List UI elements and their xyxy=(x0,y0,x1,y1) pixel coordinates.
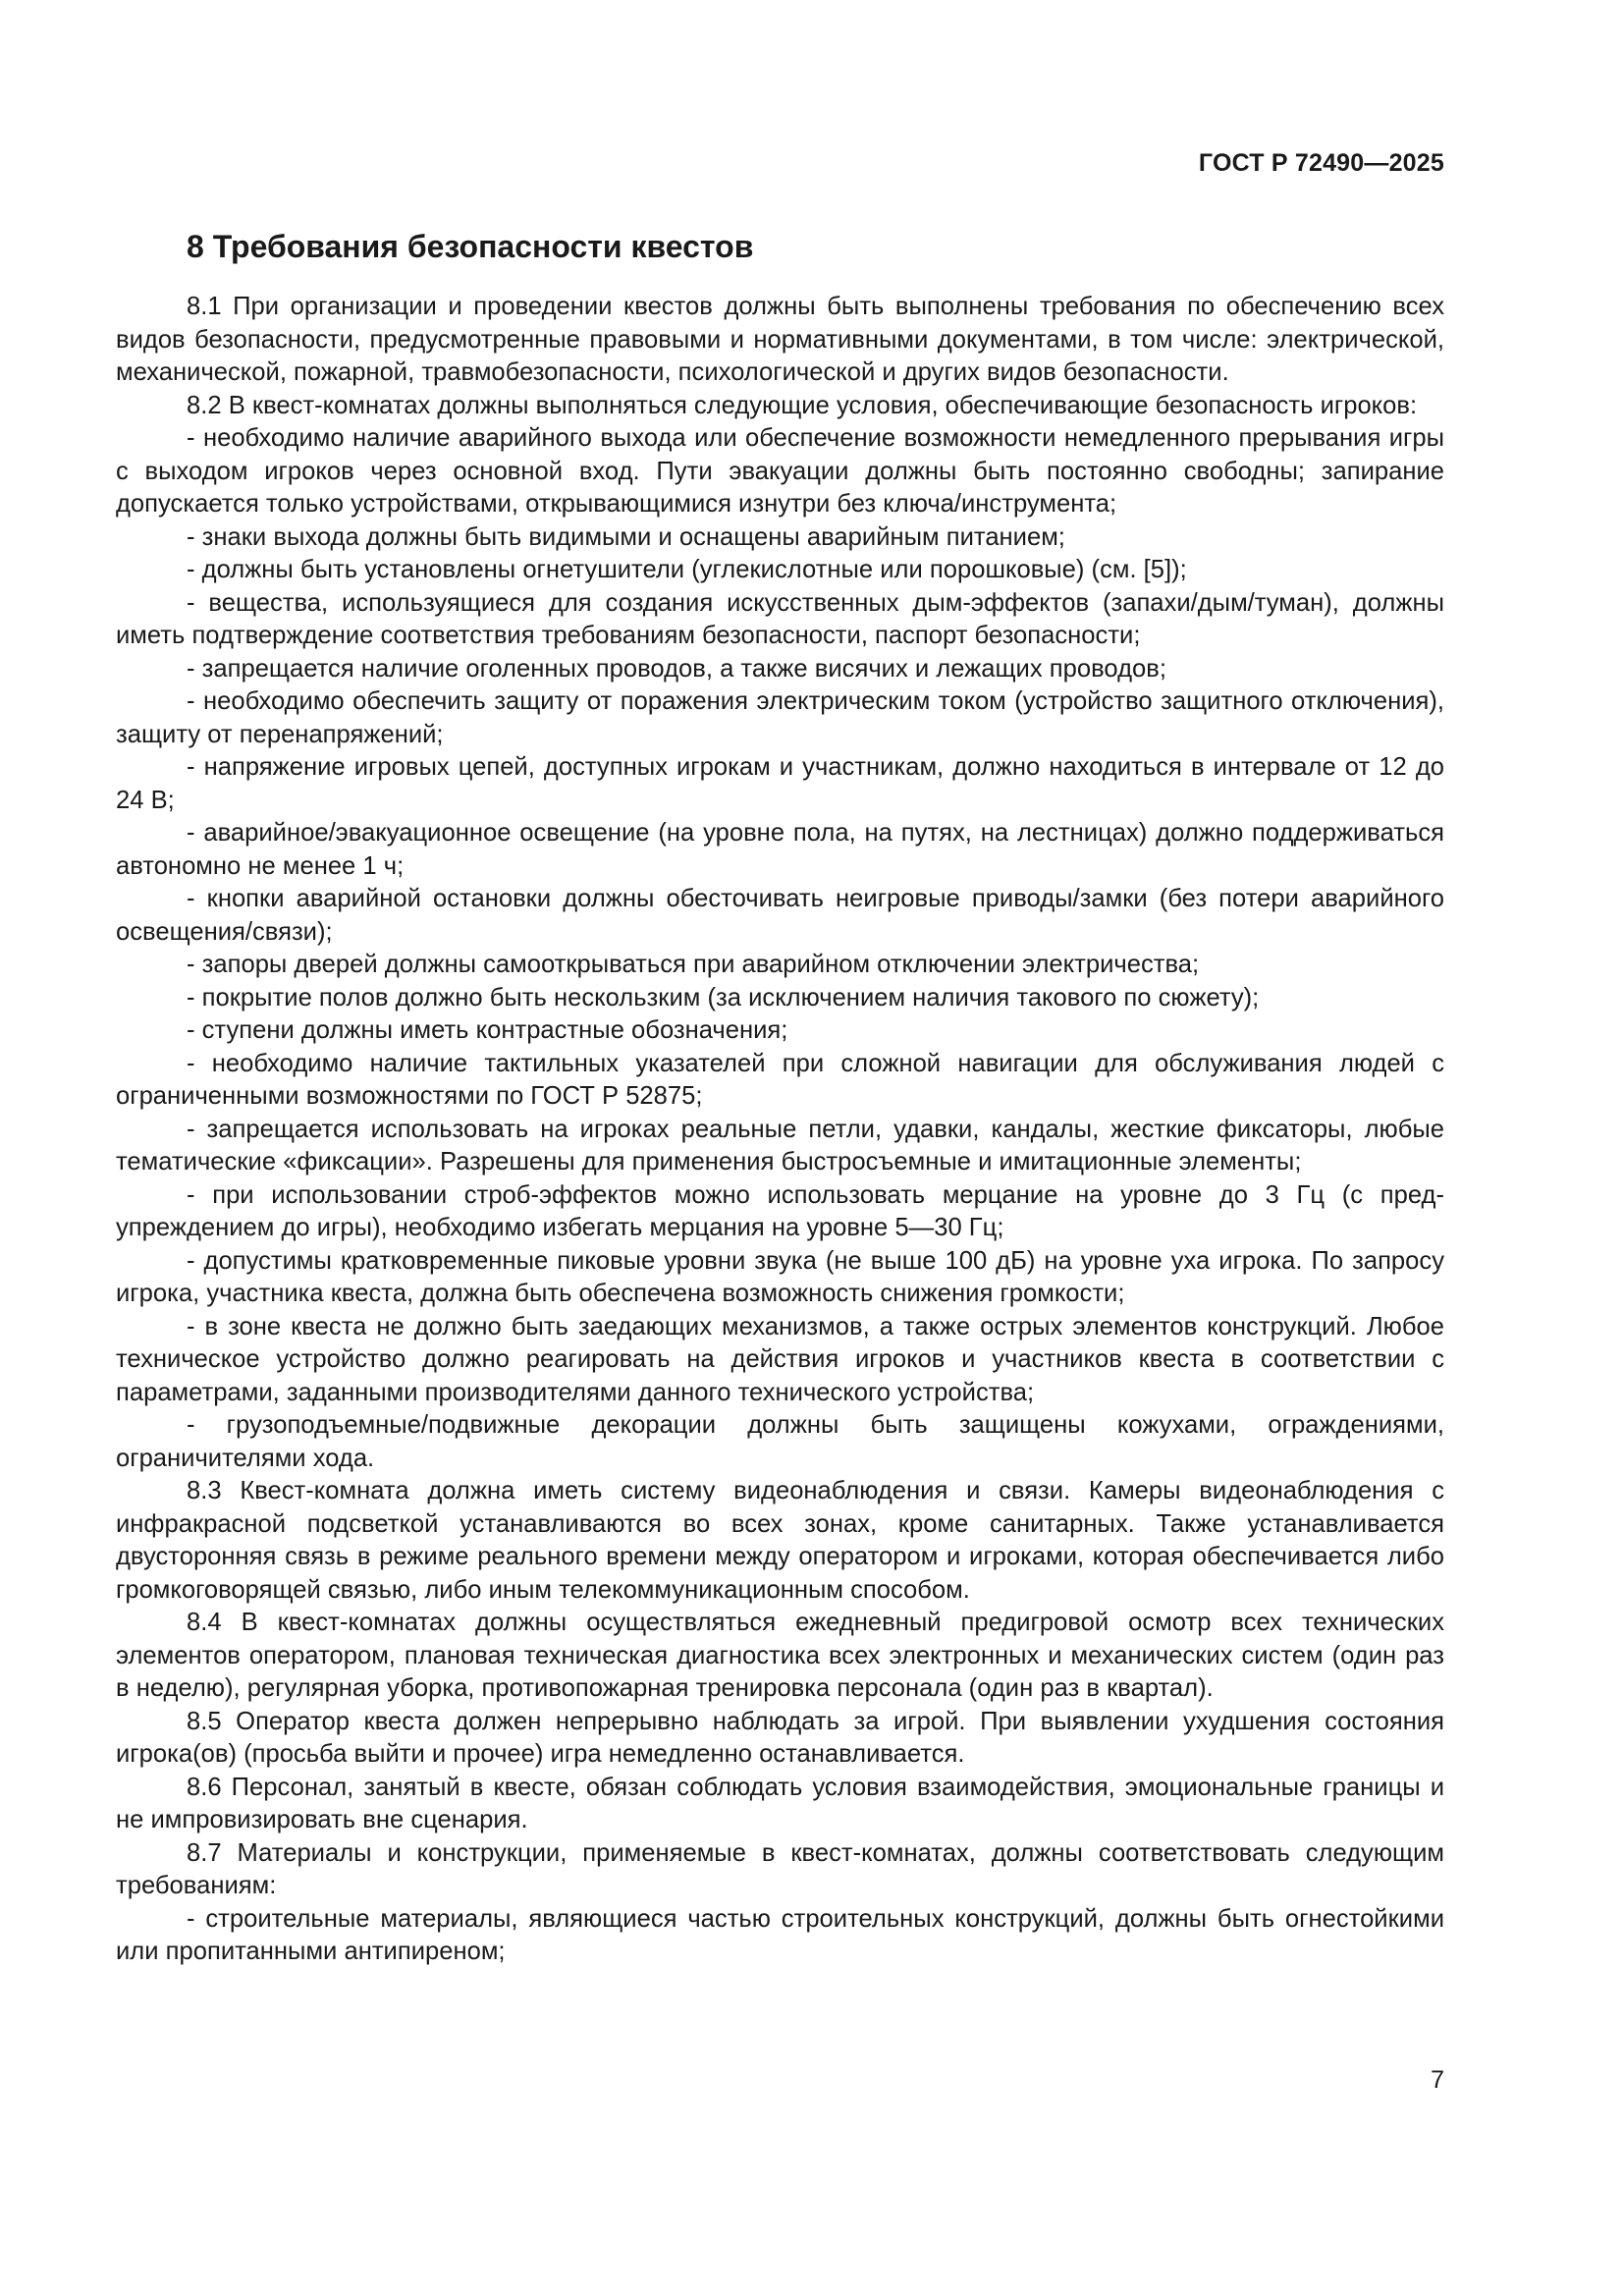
list-item: - при использовании строб-эффектов можно использовать мерцание на уровне до 3 Гц (с предупреждением до игры), необходимо избегать мерцания на уровне 5—30 Гц; xyxy=(116,1180,1444,1241)
document-standard-number: ГОСТ Р 72490—2025 xyxy=(1198,149,1444,177)
list-item: - допустимы кратковременные пиковые уровни звука (не выше 100 дБ) на уровне уха игрока. По запросу игрока, участника квеста, должна быть обеспечена возможность снижения громкости; xyxy=(116,1246,1444,1307)
list-item: - запрещается наличие оголенных проводов, а также висячих и лежащих проводов; xyxy=(187,654,1166,683)
paragraph-8-2: 8.2 В квест-комнатах должны выполняться следующие условия, обеспечивающие безопасность игроков: xyxy=(187,391,1418,419)
list-item: - в зоне квеста не должно быть заедающих механизмов, а также острых элементов конструкций. Любое техническое устройство должно реагировать на действия игроков и участников квеста в соответствии с параметрами, заданными производителями данного технического устройства; xyxy=(116,1312,1444,1406)
paragraph-8-6: 8.6 Персонал, занятый в квесте, обязан соблюдать условия взаимодействия, эмоциональные границы и не импровизировать вне сценария. xyxy=(116,1773,1444,1833)
paragraph-8-7: 8.7 Материалы и конструкции, применяемые в квест-комнатах, должны соответствовать следующим требованиям: xyxy=(116,1838,1444,1899)
list-item: - должны быть установлены огнетушители (углекислотные или порошковые) (см. [5]); xyxy=(187,556,1187,583)
paragraph-8-4: 8.4 В квест-комнатах должны осуществляться ежедневный предигровой осмотр всех технических элементов оператором, плановая техническая диагностика всех электронных и механических систем (один раз в неделю), регулярная уборка, противопожарная тренировка персонала (один раз в квартал). xyxy=(116,1609,1444,1702)
list-item: - строительные материалы, являющиеся частью строительных конструкций, должны быть огнестойкими или пропитанными антипиреном; xyxy=(116,1904,1444,1965)
list-item: - необходимо обеспечить защиту от поражения электрическим током (устройство защитного отключения), защиту от перенапряжений; xyxy=(116,687,1444,748)
list-item: - запоры дверей должны самооткрываться при аварийном отключении электричества; xyxy=(187,951,1200,978)
page-number: 7 xyxy=(1431,2066,1444,2094)
paragraph-8-1: 8.1 При организации и проведении квестов должны быть выполнены требования по обеспечению всех видов безопасности, предусмотренные правовыми и нормативными документами, в том числе: электрической, механической, пожарной, травмобезопасности, психологической и других видов безопасности. xyxy=(116,293,1444,386)
list-item: - запрещается использовать на игроках реальные петли, удавки, кандалы, жесткие фиксаторы, любые тематические «фиксации». Разрешены для применения быстросъемные и имитационные элементы; xyxy=(116,1115,1444,1175)
list-item: - напряжение игровых цепей, доступных игрокам и участникам, должно находиться в интервале от 12 до 24 В; xyxy=(116,753,1444,814)
list-item: - кнопки аварийной остановки должны обесточивать неигровые приводы/замки (без потери аварийного освещения/связи); xyxy=(116,885,1444,946)
list-item: - ступени должны иметь контрастные обозначения; xyxy=(187,1016,788,1044)
list-item: - грузоподъемные/подвижные декорации должны быть защищены кожухами, ограждениями, ограничителями хода. xyxy=(116,1411,1444,1472)
section-title: 8 Требования безопасности квестов xyxy=(187,229,754,264)
list-item: - знаки выхода должны быть видимыми и оснащены аварийным питанием; xyxy=(187,522,1065,551)
list-item: - вещества, используящиеся для создания искусственных дым-эффектов (запахи/дым/туман), должны иметь подтверждение соответствия требованиям безопасности, паспорт безопасности; xyxy=(116,588,1444,649)
list-item: - необходимо наличие тактильных указателей при сложной навигации для обслуживания людей с ограниченными возможностями по ГОСТ Р 52875; xyxy=(116,1049,1444,1110)
list-item: - необходимо наличие аварийного выхода или обеспечение возможности немедленного прерывания игры с выходом игроков через основной вход. Пути эвакуации должны быть постоянно свободны; запирание допускается только устройствами, открывающимися изнутри без ключа/инструмента; xyxy=(116,424,1444,518)
list-item: - покрытие полов должно быть нескользким (за исключением наличия такового по сюжету); xyxy=(187,983,1260,1011)
paragraph-8-3: 8.3 Квест-комната должна иметь систему видеонаблюдения и связи. Камеры видеонаблюдения с инфракрасной подсветкой устанавливаются во всех зонах, кроме санитарных. Также устанавливается двусторонняя связь в режиме реального времени между оператором и игроками, которая обеспечивается либо громкоговорящей связью, либо иным телекоммуникационным способом. xyxy=(116,1477,1444,1604)
paragraph-8-5: 8.5 Оператор квеста должен непрерывно наблюдать за игрой. При выявлении ухудшения состояния игрока(ов) (просьба выйти и прочее) игра немедленно останавливается. xyxy=(116,1707,1444,1768)
section-body xyxy=(116,291,1444,1969)
list-item: - аварийное/эвакуационное освещение (на уровне пола, на путях, на лестницах) должно поддерживаться автономно не менее 1 ч; xyxy=(116,819,1444,880)
